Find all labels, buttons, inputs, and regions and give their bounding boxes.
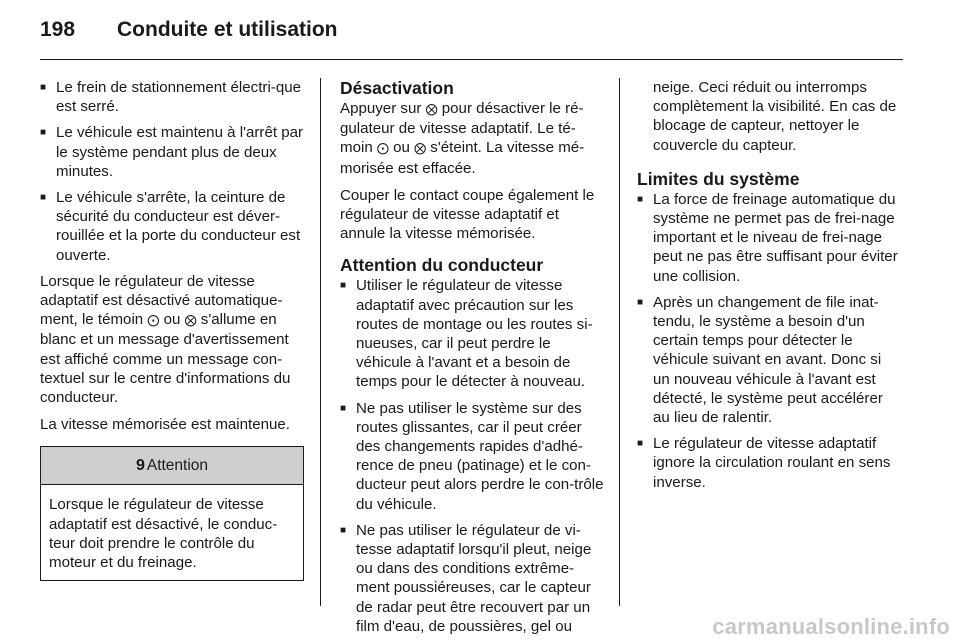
watermark: carmanualsonline.info bbox=[712, 614, 950, 639]
caution-list bbox=[340, 276, 604, 636]
column-2 bbox=[340, 78, 604, 643]
list-item: ■ Après un changement de file inat-tendu, le système a besoin d'un certain temps pour détecter le véhicule suivant en avant. Donc si un nouveau véhicule à l'avant est détecté, le système peut accélérer au lieu de ralentir. bbox=[637, 293, 901, 427]
warning-icon: 9 bbox=[135, 457, 145, 475]
paragraph: Appuyer sur ⨂ pour désactiver le ré-gulateur de vitesse adaptatif. Le té-moin ⨀ ou ⨂ s'éteint. La vitesse mé-morisée est effacée. bbox=[340, 100, 585, 177]
page-header bbox=[40, 18, 338, 50]
paragraph: La vitesse mémorisée est maintenue. bbox=[40, 416, 291, 434]
attention-box bbox=[40, 446, 304, 581]
adaptive-cruise-icon: ⨂ bbox=[184, 313, 197, 328]
adaptive-cruise-icon: ⨂ bbox=[425, 102, 438, 116]
list-item: ■ Ne pas utiliser le système sur des routes glissantes, car il peut créer des changements rapides d'adhé-rence de pneu (patinage) et le con-ducteur peut alors perdre le con-trôle du véhicule. bbox=[340, 399, 604, 514]
condition-list bbox=[40, 78, 304, 265]
paragraph-continuation: neige. Ceci réduit ou interromps complètement la visibilité. En cas de blocage de capteur, nettoyer le couvercle du capteur. bbox=[653, 79, 897, 154]
attention-body: Lorsque le régulateur de vitesse adaptatif est désactivé, le conduc-teur doit prendre le contrôle du moteur et du freinage. bbox=[49, 496, 278, 572]
cruise-control-icon: ⨀ bbox=[147, 313, 160, 328]
cruise-control-icon: ⨀ bbox=[376, 141, 389, 156]
list-item: ■ Le régulateur de vitesse adaptatif ignore la circulation roulant en sens inverse. bbox=[637, 434, 901, 492]
adaptive-cruise-icon: ⨂ bbox=[414, 141, 427, 156]
paragraph: Lorsque le régulateur de vitesse adaptatif est désactivé automatique-ment, le témoin ⨀ ou ⨂ s'allume en blanc et un message d'avertissement est affiché comme un message con-textuel sur le centre d'informations du conducteur. bbox=[40, 272, 291, 407]
column-divider-2 bbox=[619, 78, 620, 606]
list-item: ■ Utiliser le régulateur de vitesse adaptatif avec précaution sur les routes de montage ou les routes si-nueuses, car il peut perdre le véhicule à l'avant et a besoin de temps pour le détecter à nouveau. bbox=[340, 276, 604, 391]
column-1 bbox=[40, 78, 304, 581]
page-title: Conduite et utilisation bbox=[117, 18, 338, 41]
attention-title: Attention bbox=[146, 457, 209, 475]
paragraph: Couper le contact coupe également le régulateur de vitesse adaptatif et annule la vitesse mémorisée. bbox=[340, 186, 595, 243]
list-item: ■ Le frein de stationnement électri-que est serré. bbox=[40, 78, 304, 116]
section-heading: Limites du système bbox=[637, 168, 800, 189]
list-item: ■ Le véhicule est maintenu à l'arrêt par le système pendant plus de deux minutes. bbox=[40, 123, 304, 181]
column-divider-1 bbox=[320, 78, 321, 606]
section-heading: Attention du conducteur bbox=[340, 255, 544, 276]
column-3 bbox=[637, 78, 901, 499]
list-item: ■ Ne pas utiliser le régulateur de vi-tesse adaptatif lorsqu'il pleut, neige ou dans des conditions extrême-ment poussiéreuses, car le capteur de radar peut être recouvert par un film d'eau, de poussières, gel ou bbox=[340, 521, 604, 636]
header-rule bbox=[40, 59, 903, 60]
attention-header bbox=[41, 447, 303, 485]
list-item: ■ La force de freinage automatique du système ne permet pas de frei-nage important et le niveau de frei-nage peut ne pas être suffisant pour éviter une collision. bbox=[637, 190, 901, 286]
list-item: ■ Le véhicule s'arrête, la ceinture de sécurité du conducteur est déver-rouillée et la porte du conducteur est ouverte. bbox=[40, 188, 304, 265]
page-number: 198 bbox=[40, 18, 76, 41]
section-heading: Désactivation bbox=[340, 78, 454, 98]
limits-list bbox=[637, 190, 901, 492]
